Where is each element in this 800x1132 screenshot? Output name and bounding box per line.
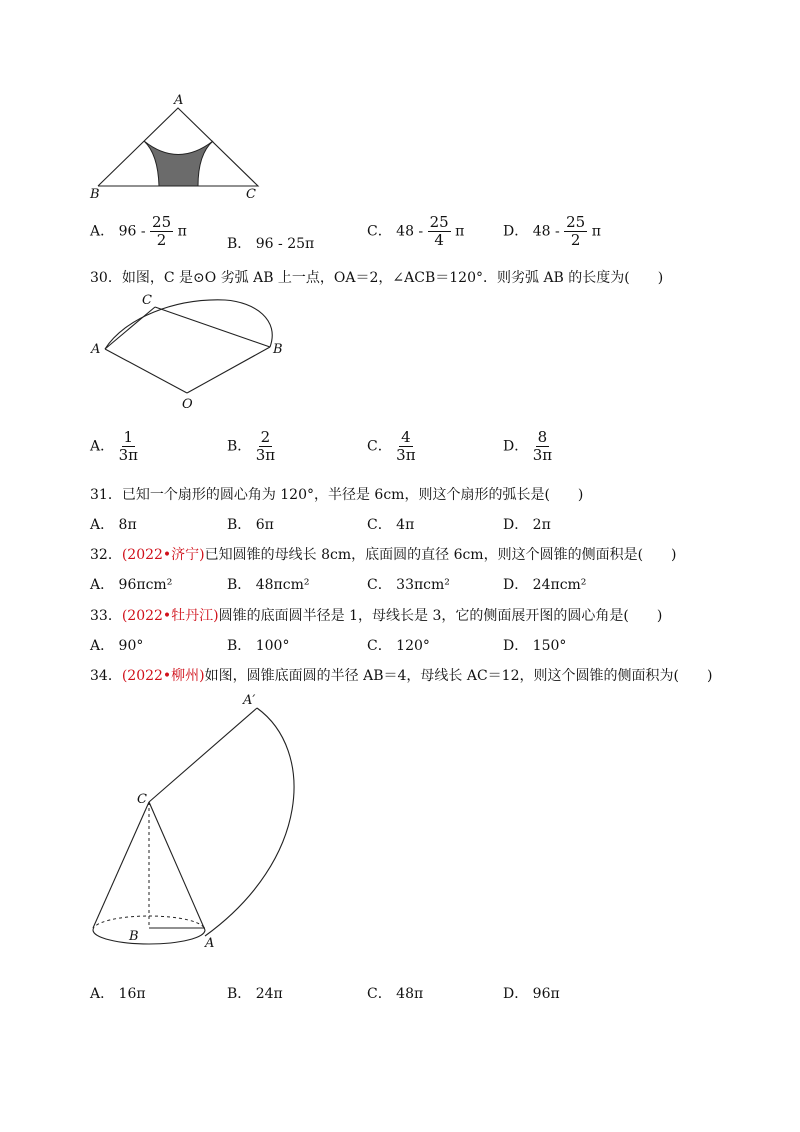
fraction: $\frac{1}{3\pi}$	[118, 428, 138, 464]
q31-option-a[interactable]: A． 8π	[90, 517, 137, 533]
label-A-prime: A′	[243, 693, 256, 708]
fraction: $\frac{8}{3\pi}$	[532, 428, 553, 464]
q33-number: 33．	[90, 608, 122, 624]
label-A: A	[91, 342, 101, 357]
fraction: $\frac{25}{2}$	[152, 213, 172, 249]
label-C: C	[137, 792, 147, 807]
q33-option-b[interactable]: B． 100°	[227, 638, 290, 654]
q33-question-text: 圆锥的底面圆半径是 1，母线长是 3，它的侧面展开图的圆心角是( )	[218, 608, 663, 624]
label-C: C	[142, 293, 152, 308]
fraction: $\frac{4}{3\pi}$	[396, 428, 416, 464]
q34-question-text: 如图，圆锥底面圆的半径 AB＝4，母线长 AC＝12，则这个圆锥的侧面积为( )	[204, 668, 713, 684]
q32-question-text: 已知圆锥的母线长 8cm，底面圆的直径 6cm，则这个圆锥的侧面积是( )	[204, 547, 677, 563]
triangle-figure	[80, 90, 280, 205]
q34-option-d[interactable]: D． 96π	[503, 986, 560, 1002]
q32-question	[90, 544, 677, 564]
q33-question	[90, 605, 662, 625]
q34-number: 34．	[90, 668, 122, 684]
q33-option-d[interactable]: D． 150°	[503, 638, 567, 654]
q34-option-a[interactable]: A． 16π	[90, 986, 146, 1002]
q34-option-b[interactable]: B． 24π	[227, 986, 283, 1002]
q34-source-tag: (2022•柳州)	[121, 668, 205, 684]
q34-option-c[interactable]: C． 48π	[367, 986, 424, 1002]
fraction: $\frac{25}{4}$	[429, 213, 449, 249]
q32-number: 32．	[90, 547, 122, 563]
fraction: $\frac{25}{2}$	[566, 213, 586, 249]
q30-option-c[interactable]: C． $\frac{4}{3\pi}$	[367, 428, 416, 464]
q33-option-c[interactable]: C． 120°	[367, 638, 430, 654]
label-B: B	[273, 342, 283, 357]
label-O: O	[182, 397, 193, 412]
q32-option-c[interactable]: C． 33πcm²	[367, 577, 450, 593]
q30-option-a[interactable]: A． $\frac{1}{3\pi}$	[90, 428, 138, 464]
fraction: $\frac{2}{3\pi}$	[255, 428, 276, 464]
label-B: B	[90, 187, 100, 202]
q32-option-b[interactable]: B． 48πcm²	[227, 577, 310, 593]
q32-source-tag: (2022•济宁)	[121, 547, 205, 563]
label-C: C	[246, 187, 256, 202]
q31-option-b[interactable]: B． 6π	[227, 517, 274, 533]
q30-option-b[interactable]: B． $\frac{2}{3\pi}$	[227, 428, 276, 464]
q31-question-text: 31．已知一个扇形的圆心角为 120°，半径是 6cm，则这个扇形的弧长是( )	[90, 487, 584, 503]
cone-figure	[85, 690, 315, 960]
q29-option-c[interactable]: C． 48 - $\frac{25}{4}$ π	[367, 213, 465, 249]
q29-option-a[interactable]: A． 96 - $\frac{25}{2}$ π	[90, 213, 187, 249]
q30-question-text: 30．如图，C 是⊙O 劣弧 AB 上一点，OA＝2，∠ACB＝120°．则劣弧 AB 的长度为( )	[90, 270, 664, 286]
q33-source-tag: (2022•牡丹江)	[121, 608, 219, 624]
label-A: A	[205, 936, 215, 951]
q32-option-a[interactable]: A． 96πcm²	[90, 577, 173, 593]
q34-question	[90, 665, 712, 685]
label-A: A	[174, 93, 184, 108]
circle-arc-figure	[85, 290, 300, 415]
q29-option-d[interactable]: D． 48 - $\frac{25}{2}$ π	[503, 213, 601, 249]
q33-option-a[interactable]: A． 90°	[90, 638, 144, 654]
q29-option-b[interactable]: B． 96 - 25π	[227, 236, 315, 252]
label-B: B	[129, 929, 139, 944]
q31-option-d[interactable]: D． 2π	[503, 517, 551, 533]
q30-option-d[interactable]: D． $\frac{8}{3\pi}$	[503, 428, 553, 464]
q31-option-c[interactable]: C． 4π	[367, 517, 415, 533]
q32-option-d[interactable]: D． 24πcm²	[503, 577, 587, 593]
